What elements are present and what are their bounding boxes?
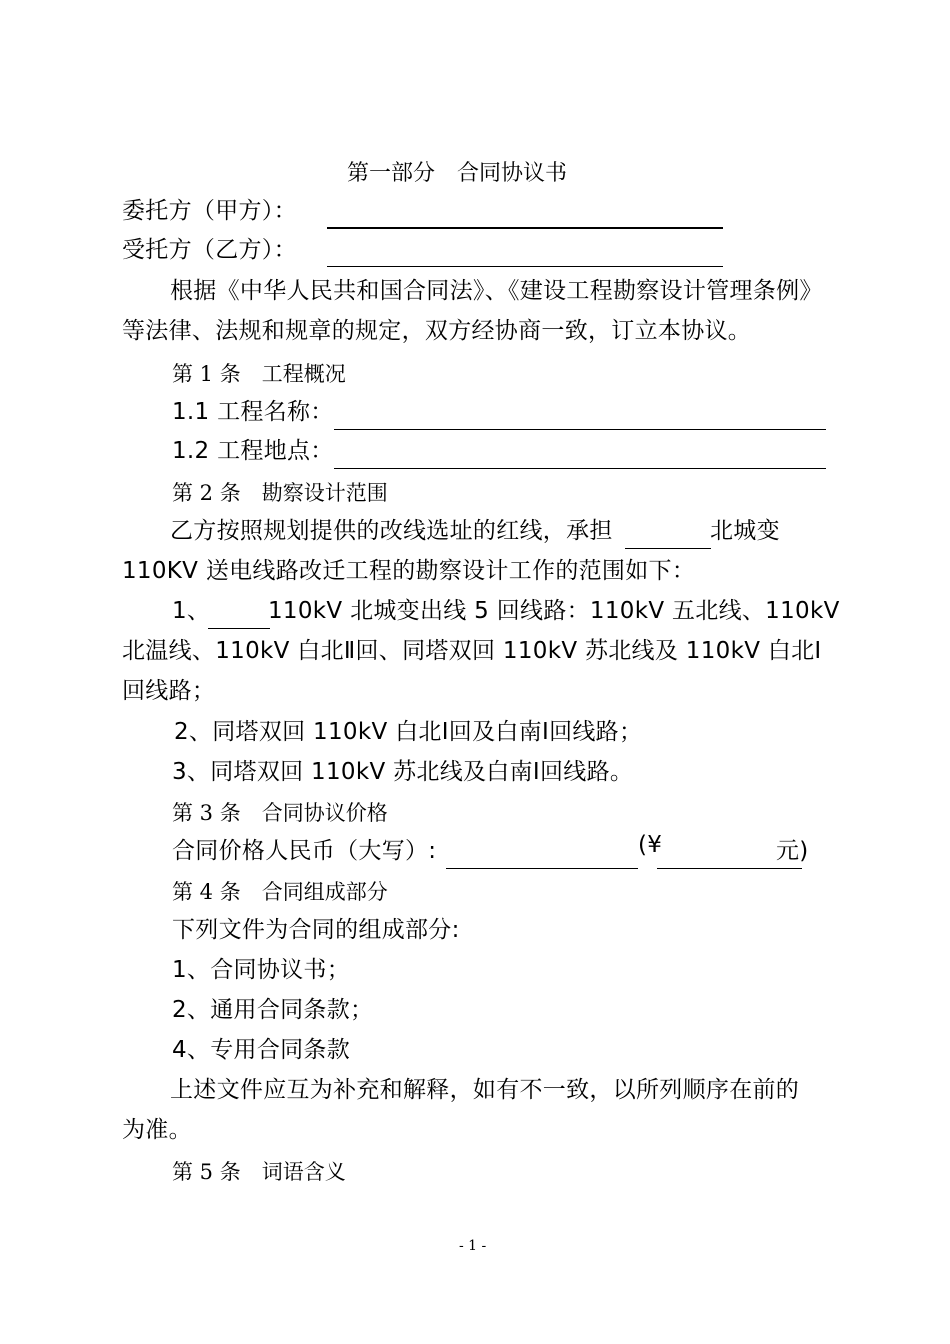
project-location-label: 1.2 工程地点： [172,438,334,464]
basis-line-1: 根据《中华人民共和国合同法》、《建设工程勘察设计管理条例》 [170,278,823,304]
project-name-label: 1.1 工程名称： [172,399,334,425]
component-item: 4、专用合同条款 [172,1037,351,1063]
component-item: 1、合同协议书； [172,957,351,983]
scope-item-1-line-2: 北温线、110kV 白北Ⅱ回、同塔双回 110kV 苏北线及 110kV 白北Ⅰ [122,638,822,664]
party-b-field-line [327,266,723,267]
price-words-field-line [446,868,638,869]
precedence-note-line-2: 为准。 [122,1117,192,1143]
scope-item-1-line-3: 回线路； [122,678,216,704]
party-b-label: 受托方（乙方）： [122,237,297,263]
scope-item-2: 2、同塔双回 110kV 白北Ⅰ回及白南Ⅰ回线路； [174,719,643,745]
page-number: - 1 - [459,1238,487,1254]
article-2-heading: 第 2 条 勘察设计范围 [172,481,388,505]
price-label: 合同价格人民币（大写）: [172,838,437,864]
scope-item-1-number: 1、 [172,598,211,624]
scope-item-3: 3、同塔双回 110kV 苏北线及白南Ⅰ回线路。 [172,759,634,785]
scope-item-1-blank-line [208,628,270,629]
price-yen-open: (¥ [638,832,663,858]
article-5-heading: 第 5 条 词语含义 [172,1160,346,1184]
article-4-heading: 第 4 条 合同组成部分 [172,880,388,904]
scope-item-1-line-1: 110kV 北城变出线 5 回线路：110kV 五北线、110kV [268,598,840,624]
precedence-note-line-1: 上述文件应互为补充和解释，如有不一致，以所列顺序在前的 [170,1077,800,1103]
page-title: 第一部分 合同协议书 [347,161,568,186]
party-a-field-line [327,227,723,229]
components-intro: 下列文件为合同的组成部分: [172,917,460,943]
basis-line-2: 等法律、法规和规章的规定，双方经协商一致，订立本协议。 [122,318,752,344]
party-a-label: 委托方（甲方）： [122,198,297,224]
scope-blank-line [625,548,711,549]
scope-para-b: 北城变 [710,518,780,544]
price-yuan-close: 元) [776,838,809,864]
project-name-field-line [334,429,826,430]
article-3-heading: 第 3 条 合同协议价格 [172,801,388,825]
project-location-field-line [334,468,826,469]
component-item: 2、通用合同条款； [172,997,374,1023]
scope-para-a: 乙方按照规划提供的改线选址的红线，承担 [170,518,613,544]
article-1-heading: 第 1 条 工程概况 [172,362,346,386]
scope-para-c: 110KV 送电线路改迁工程的勘察设计工作的范围如下： [122,558,696,584]
price-number-field-line [657,868,802,869]
